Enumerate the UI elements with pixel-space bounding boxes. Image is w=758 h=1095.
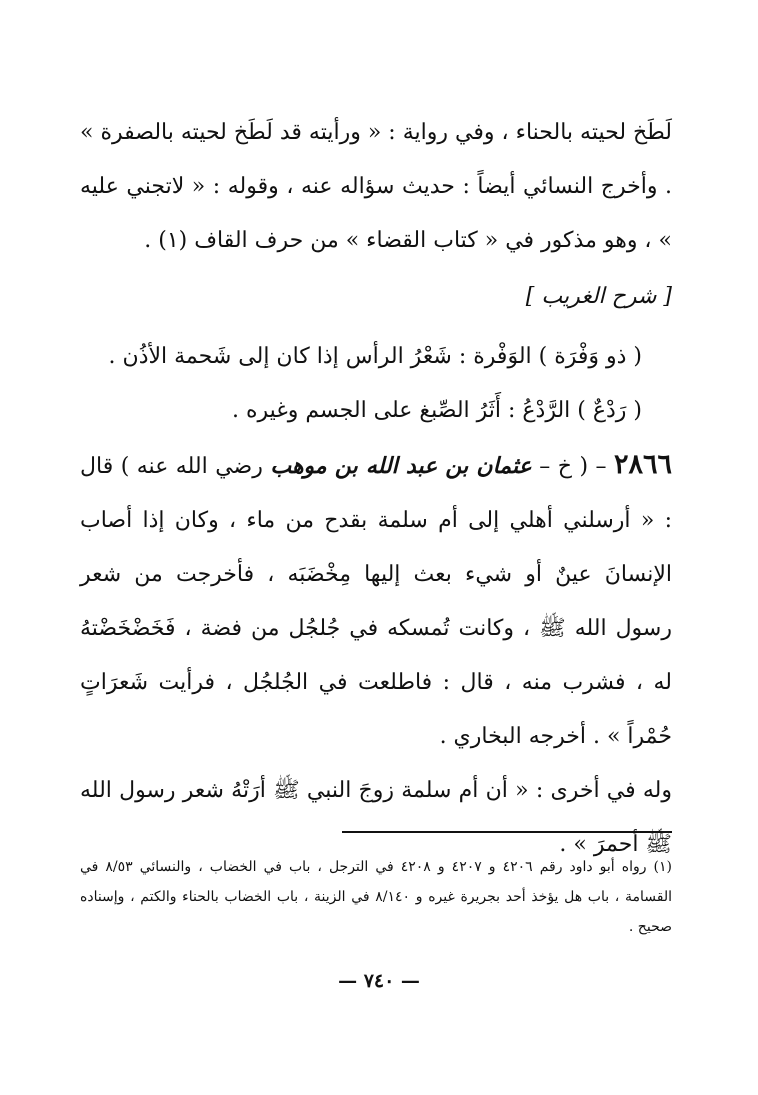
paragraph-intro: لَطَخ لحيته بالحناء ، وفي رواية : « ورأيته قد لَطَخ لحيته بالصفرة » . وأخرج النسائي أيضاً : حديث سؤاله عنه ، وقوله : « لاتجني عليه » ، وهو مذكور في « كتاب القضاء » من حرف القاف (١) . bbox=[80, 120, 672, 253]
hadith-number: ٢٨٦٦ bbox=[614, 449, 673, 480]
hadith-narrator: عثمان بن عبد الله بن موهب bbox=[270, 453, 532, 479]
page-number: — ٧٤٠ — bbox=[338, 970, 420, 992]
hadith-2866 bbox=[80, 438, 672, 764]
footnote-divider bbox=[342, 831, 672, 833]
footnote bbox=[80, 852, 672, 942]
footnote-text: (١) رواه أبو داود رقم ٤٢٠٦ و ٤٢٠٧ و ٤٢٠٨ في الترجل ، باب في الخضاب ، والنسائي ٨/٥٣ في القسامة ، باب هل يؤخذ أحد بجريرة غيره و ٨/١٤٠ في الزينة ، باب الخضاب بالحناء والكتم ، وإسناده صحيح . bbox=[80, 859, 673, 935]
paragraph-other-narration: وله في أخرى : « أن أم سلمة زوجَ النبي ﷺ أرَتْهُ شعر رسول الله ﷺ أحمرَ » . bbox=[80, 778, 672, 857]
gloss-wafra: ( ذو وَفْرَة ) الوَفْرة : شَعْرُ الرأس إذا كان إلى شَحمة الأذُن . bbox=[108, 344, 642, 369]
hadith-text: « أرسلني أهلي إلى أم سلمة بقدح من ماء ، وكان إذا أصاب الإنسانَ عينٌ أو شيء بعث إليها مِخْضَبَه ، فأخرجت من شعر رسول الله ﷺ ، وكانت تُمسكه في جُلجُل من فضة ، فَخَضْخَضْتهُ له ، فشرب منه ، قال : فاطلعت في الجُلجُل ، فرأيت شَعرَاتٍ حُمْراً » . أخرجه البخاري . bbox=[80, 508, 672, 749]
hadith-prefix: – ( خ – bbox=[539, 454, 607, 479]
gharib-heading: [ شرح الغريب ] bbox=[525, 284, 672, 309]
main-text bbox=[80, 106, 672, 872]
gloss-rad: ( رَدْعٌ ) الرَّدْعُ : أَثَرُ الصِّبغ على الجسم وغيره . bbox=[231, 398, 642, 423]
hadith-after-narrator: رضي الله عنه ) قال : bbox=[80, 454, 672, 533]
